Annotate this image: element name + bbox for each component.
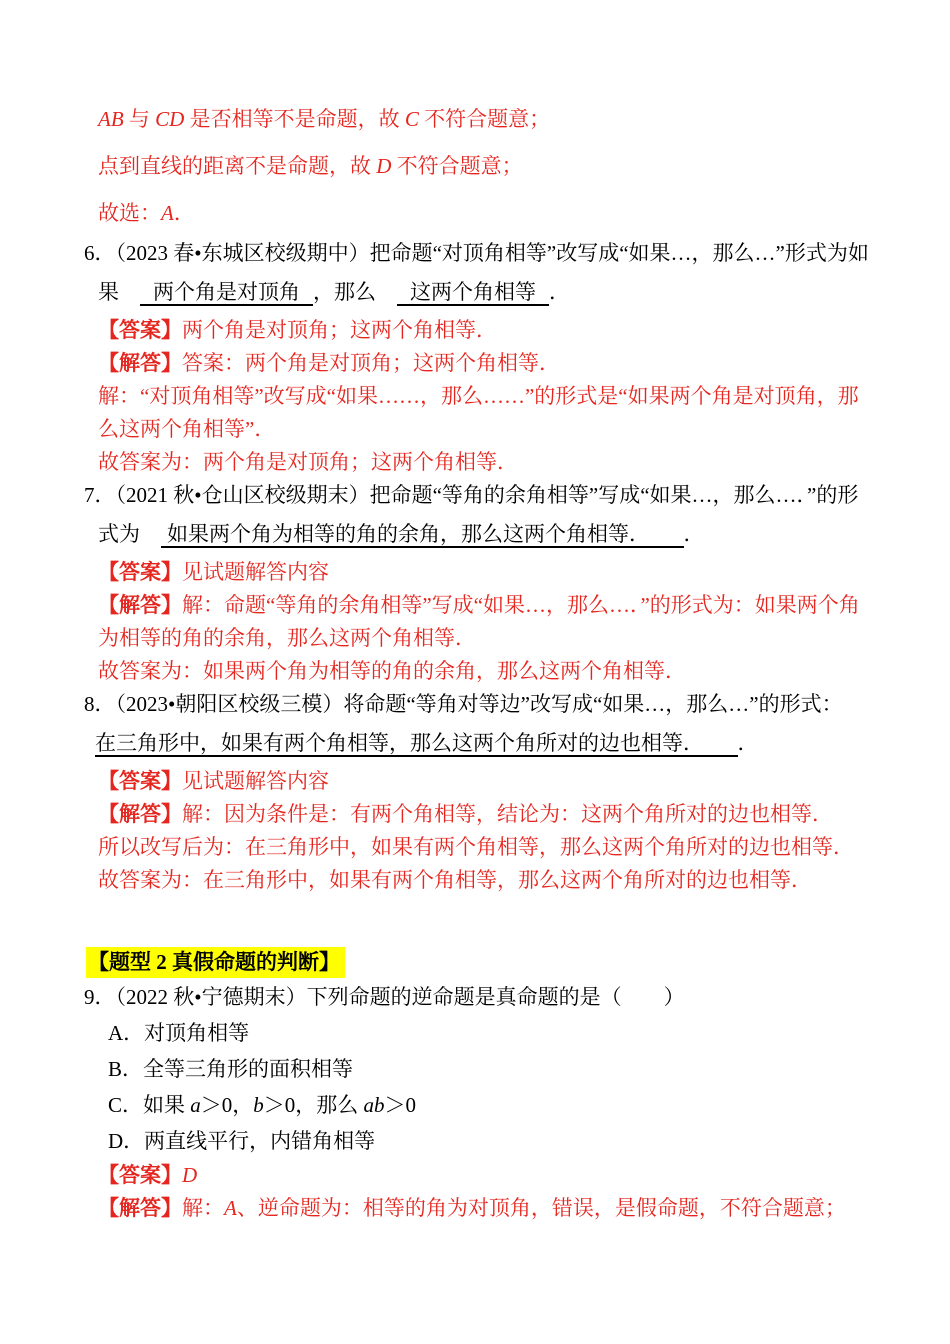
question9-solution-line-1 [98, 1192, 950, 1225]
question5-solution-line-3 [98, 190, 950, 237]
text-segment [140, 522, 161, 546]
text-segment: 故答案为：两个角是对顶角；这两个角相等． [98, 450, 518, 474]
text-segment: 、逆命题为：相等的角为对顶角，错误，是假命题，不符合题意； [236, 1196, 846, 1220]
text-segment: D [376, 154, 392, 178]
question6-solution-line-3 [98, 413, 950, 446]
question8-solution-line-3 [98, 864, 950, 897]
question5-solution-line-1 [98, 96, 950, 143]
text-segment: A [224, 1196, 237, 1220]
text-segment: 答案：两个角是对顶角；这两个角相等． [182, 351, 560, 375]
text-segment: 【答案】 [98, 318, 182, 342]
text-segment: ab [363, 1093, 385, 1117]
question9-answer [98, 1159, 950, 1192]
text-segment: 故选： [98, 201, 161, 225]
question7-solution-line-1 [98, 589, 950, 622]
question9-option-d [108, 1123, 950, 1159]
question9-option-b [108, 1051, 950, 1087]
text-segment: 8．（2023•朝阳区校级三模）将命题“等角对等边”改写成“如果…，那么…”的形式： [84, 692, 843, 716]
question6-solution-line-1 [98, 347, 950, 380]
text-segment: 所以改写后为：在三角形中，如果有两个角相等，那么这两个角所对的边也相等． [98, 835, 854, 859]
filled-blank-underline: 两个角是对顶角 [140, 280, 313, 306]
text-segment: 与 [123, 107, 156, 131]
text-segment [119, 280, 140, 304]
text-segment: 是否相等不是命题，故 [184, 107, 405, 131]
text-segment: 解：命题“等角的余角相等”写成“如果…，那么…．”的形式为：如果两个角 [182, 593, 860, 617]
text-segment: 6．（2023 春•东城区校级期中）把命题“对顶角相等”改写成“如果…，那么…”形式为如 [84, 241, 869, 265]
text-segment: 【答案】 [98, 560, 182, 584]
text-segment: A．对顶角相等 [108, 1021, 250, 1045]
text-segment: 解：因为条件是：有两个角相等，结论为：这两个角所对的边也相等． [182, 802, 833, 826]
text-segment: 7．（2021 秋•仓山区校级期末）把命题“等角的余角相等”写成“如果…，那么…．”的形 [84, 483, 859, 507]
text-segment: a [190, 1093, 201, 1117]
text-segment: 故答案为：在三角形中，如果有两个角相等，那么这两个角所对的边也相等． [98, 868, 812, 892]
question8-solution-line-2 [98, 831, 950, 864]
text-segment: 解：“对顶角相等”改写成“如果……，那么……”的形式是“如果两个角是对顶角，那 [98, 384, 859, 408]
text-segment: 【解答】 [98, 802, 182, 826]
question6-title [84, 237, 950, 270]
text-segment: 两个角是对顶角；这两个角相等． [182, 318, 497, 342]
text-segment: 式为 [98, 522, 140, 546]
filled-blank-underline: 在三角形中，如果有两个角相等，那么这两个角所对的边也相等． [95, 731, 738, 757]
text-segment: 【答案】 [98, 769, 182, 793]
text-segment [376, 280, 397, 304]
filled-blank-underline: 如果两个角为相等的角的余角，那么这两个角相等． [161, 522, 684, 548]
text-segment: ． [173, 201, 195, 225]
question7-solution-line-3 [98, 655, 950, 688]
text-segment: 【解答】 [98, 351, 182, 375]
question6-blank-line [98, 270, 950, 314]
text-segment: ，那么 [313, 280, 376, 304]
text-segment: b [253, 1093, 264, 1117]
text-segment: 不符合题意； [391, 154, 523, 178]
highlighted-heading-text: 【题型 2 真假命题的判断】 [86, 947, 345, 978]
text-segment: 么这两个角相等”． [98, 417, 276, 441]
text-segment: ＞0 [384, 1093, 417, 1117]
text-segment: 【答案】 [98, 1163, 182, 1187]
filled-blank-underline: 这两个角相等 [397, 280, 549, 306]
question6-solution-line-4 [98, 446, 950, 479]
question6-answer [98, 314, 950, 347]
question8-solution-line-1 [98, 798, 950, 831]
question7-answer [98, 556, 950, 589]
question6-solution-line-2 [98, 380, 950, 413]
question8-blank-line [95, 721, 950, 765]
question7-title [84, 479, 950, 512]
text-segment: CD [155, 107, 185, 131]
question7-solution-line-2 [98, 622, 950, 655]
question8-title [84, 688, 950, 721]
text-segment: A [161, 201, 174, 225]
text-segment: 解： [182, 1196, 224, 1220]
text-segment: AB [98, 107, 124, 131]
text-segment: ． [737, 731, 759, 755]
text-segment: C [404, 107, 419, 131]
text-segment: C．如果 [108, 1093, 191, 1117]
text-segment: 见试题解答内容 [182, 769, 329, 793]
text-segment: 【解答】 [98, 593, 182, 617]
text-segment: ＞0， [200, 1093, 254, 1117]
question7-blank-line [98, 512, 950, 556]
text-segment: 见试题解答内容 [182, 560, 329, 584]
text-segment: 不符合题意； [418, 107, 551, 131]
text-segment: D．两直线平行，内错角相等 [108, 1129, 376, 1153]
text-segment: 9．（2022 秋•宁德期末）下列命题的逆命题是真命题的是（ ） [84, 985, 685, 1009]
question8-answer [98, 765, 950, 798]
section-heading-type2 [86, 945, 950, 979]
text-segment: 故答案为：如果两个角为相等的角的余角，那么这两个角相等． [98, 659, 686, 683]
question9-option-c [108, 1087, 950, 1123]
text-segment: 为相等的角的余角，那么这两个角相等． [98, 626, 476, 650]
text-segment: ＞0，那么 [263, 1093, 364, 1117]
text-segment: ． [549, 280, 570, 304]
question9-option-a [108, 1015, 950, 1051]
question5-solution-line-2 [98, 143, 950, 190]
text-segment: D [182, 1163, 198, 1187]
question9-title [84, 979, 950, 1015]
text-segment: 【解答】 [98, 1196, 182, 1220]
text-segment: 果 [98, 280, 119, 304]
text-segment: ． [683, 522, 705, 546]
text-segment: B．全等三角形的面积相等 [108, 1057, 354, 1081]
text-segment: 点到直线的距离不是命题，故 [98, 154, 377, 178]
